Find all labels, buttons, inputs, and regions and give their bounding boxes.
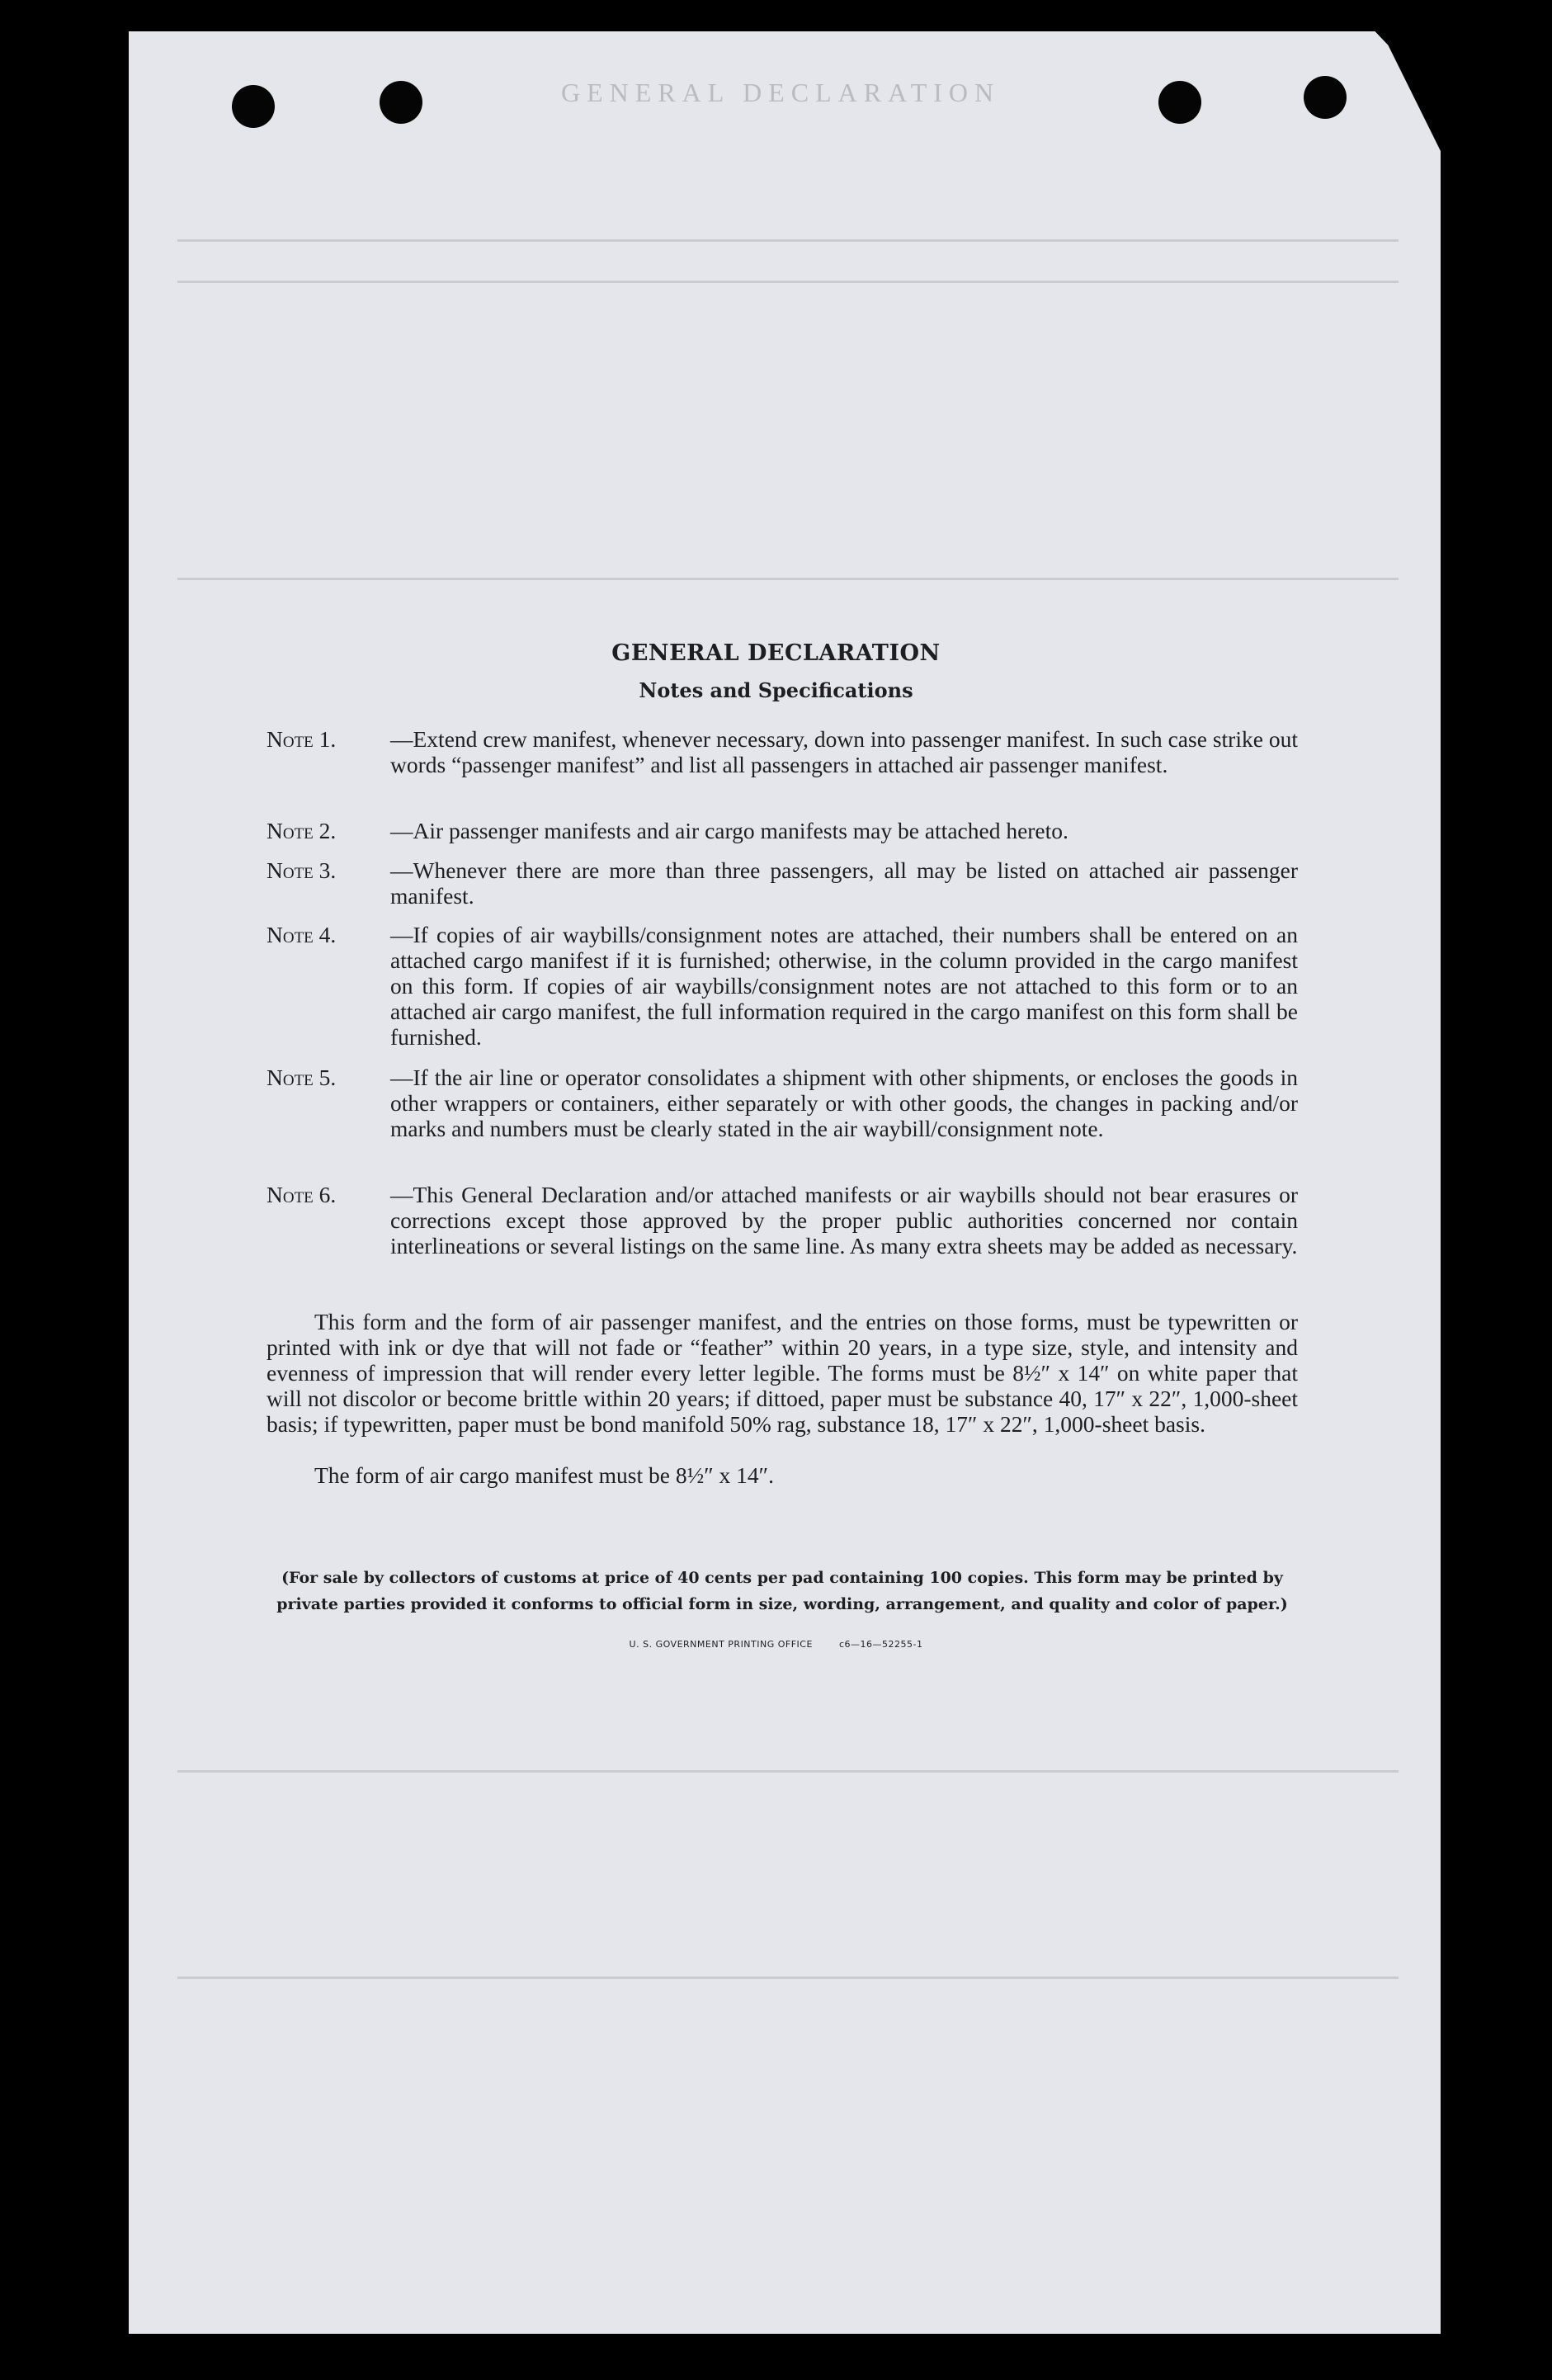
note-3 <box>267 857 1298 909</box>
format-requirements-paragraph: This form and the form of air passenger manifest, and the entries on those forms, must be typewritten or printed with ink or dye that will not fade or “feather” within 20 years, in a type size, style, and intensity and evenness of impression that will render every letter legible. The forms must be 8½″ x 14″ on white paper that will not discolor or become brittle within 20 years; if dittoed, paper must be substance 40, 17″ x 22″, 1,000-sheet basis; if typewritten, paper must be bond manifold 50% rag, substance 18, 17″ x 22″, 1,000-sheet basis. <box>267 1309 1298 1437</box>
note-1 <box>267 726 1298 777</box>
printer-name: U. S. GOVERNMENT PRINTING OFFICE <box>629 1639 813 1650</box>
note-4 <box>267 922 1298 1050</box>
note-6 <box>267 1182 1298 1258</box>
cargo-form-size-note: The form of air cargo manifest must be 8½″ x 14″. <box>314 1462 774 1488</box>
document-subtitle: Notes and Specifications <box>639 678 913 702</box>
note-label: Note 3. <box>267 857 337 883</box>
note-text: —Whenever there are more than three passengers, all may be listed on attached air passenger manifest. <box>390 857 1298 909</box>
note-label: Note 1. <box>267 726 337 752</box>
document-title: GENERAL DECLARATION <box>611 640 941 666</box>
note-5 <box>267 1065 1298 1141</box>
note-label: Note 6. <box>267 1182 337 1207</box>
sale-notice: (For sale by collectors of customs at price of 40 cents per pad containing 100 copies. This form may be printed by private parties provided it conforms to official form in size, wording, arrangement, and quality and color of paper.) <box>276 1569 1288 1613</box>
note-text: —Extend crew manifest, whenever necessary, down into passenger manifest. In such case strike out words “passenger manifest” and list all passengers in attached air passenger manifest. <box>390 726 1298 777</box>
note-text: —Air passenger manifests and air cargo manifests may be attached hereto. <box>390 818 1068 843</box>
note-text: —This General Declaration and/or attached manifests or air waybills should not bear erasures or corrections except those approved by the proper public authorities concerned nor contain interlineations or several listings on the same line. As many extra sheets may be added as necessary. <box>390 1182 1298 1258</box>
note-label: Note 5. <box>267 1065 337 1090</box>
note-text: —If copies of air waybills/consignment notes are attached, their numbers shall be entered on an attached cargo manifest if it is furnished; otherwise, in the column provided in the cargo manifest on this form. If copies of air waybills/consignment notes are not attached to this form or to an attached air cargo manifest, the full information required in the cargo manifest on this form shall be furnished. <box>390 922 1298 1050</box>
note-label: Note 4. <box>267 922 337 947</box>
bleed-through-header: GENERAL DECLARATION <box>561 78 1001 107</box>
note-2 <box>267 818 1298 843</box>
printer-imprint <box>0 1639 1552 1650</box>
form-number: c6—16—52255-1 <box>838 1639 923 1650</box>
note-text: —If the air line or operator consolidates a shipment with other shipments, or encloses the goods in other wrappers or containers, either separately or with other goods, the changes in packing and/or marks and numbers must be clearly stated in the air waybill/consignment note. <box>390 1065 1298 1141</box>
note-label: Note 2. <box>267 818 337 843</box>
